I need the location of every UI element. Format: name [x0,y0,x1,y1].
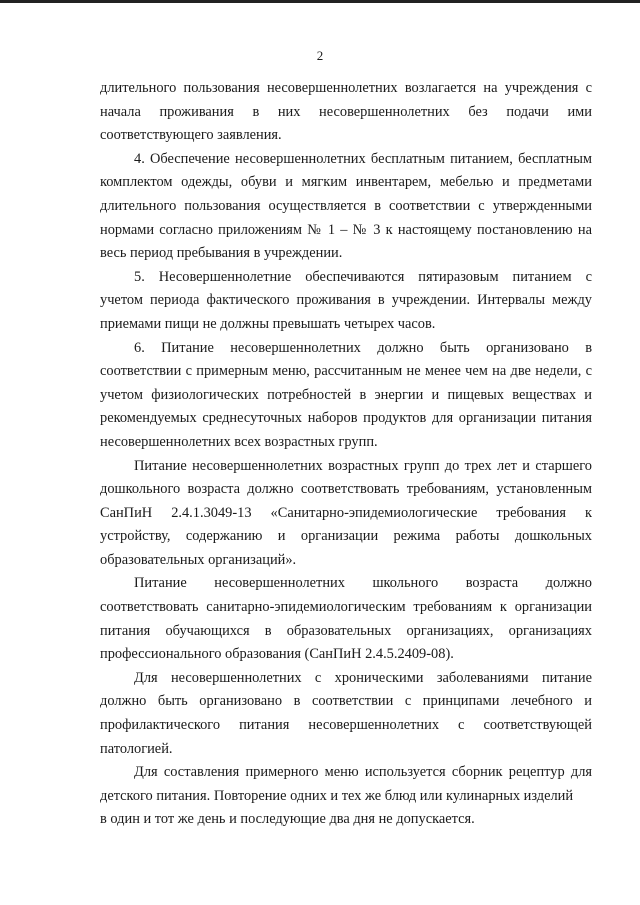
text-line: Для составления примерного меню используется сборник рецептур для [134,764,592,781]
paragraph-continuation [100,77,592,148]
text-line: образовательных организаций». [100,551,297,568]
text-line: СанПиН 2.4.1.3049-13 «Санитарно-эпидемиологические требования к [100,504,592,521]
paragraph-item-5 [100,266,592,337]
text-line: соответствующего заявления. [100,127,282,144]
text-line: профессионального образования (СанПиН 2.4.5.2409-08). [100,646,454,663]
text-line: весь период пребывания в учреждении. [100,245,343,262]
paragraph-school-nutrition [100,572,592,666]
text-line: 4. Обеспечение несовершеннолетних бесплатным питанием, бесплатным [134,150,592,167]
text-line: приемами пищи не должны превышать четырех часов. [100,315,436,332]
text-line: соответствовать санитарно-эпидемиологическим требованиям к организации [100,599,592,616]
page-number: 2 [316,48,324,63]
text-line: патологией. [100,740,173,757]
text-line: учетом периода фактического проживания в учреждении. Интервалы между [100,292,592,309]
text-line: профилактического питания несовершеннолетних с соответствующей [100,717,592,734]
top-border-line [0,0,640,3]
text-line: 5. Несовершеннолетние обеспечиваются пятиразовым питанием с [134,268,592,285]
text-line: Питание несовершеннолетних возрастных групп до трех лет и старшего [134,457,592,474]
text-line: нормами согласно приложениям № 1 – № 3 к настоящему постановлению на [100,221,592,238]
text-line: дошкольного возраста должно соответствовать требованиям, установленным [100,481,592,498]
text-line: должно быть организовано в соответствии с принципами лечебного и [100,693,592,710]
text-line: питания обучающихся в образовательных организациях, организациях [100,622,592,639]
text-line: Питание несовершеннолетних школьного возраста должно [134,575,592,592]
text-line: детского питания. Повторение одних и тех же блюд или кулинарных изделий [100,787,574,804]
document-body [100,77,592,832]
text-line: комплектом одежды, обуви и мягким инвентарем, мебелью и предметами [100,174,592,191]
text-line: учетом физиологических потребностей в энергии и пищевых веществах и [100,386,592,403]
text-line: в один и тот же день и последующие два дня не допускается. [100,811,475,828]
text-line: Для несовершеннолетних с хроническими заболеваниями питание [134,669,592,686]
text-line: соответствии с примерным меню, рассчитанным не менее чем на две недели, с [100,363,592,380]
text-line: несовершеннолетних всех возрастных групп. [100,433,378,450]
text-line: длительного пользования осуществляется в соответствии с утвержденными [100,197,592,214]
text-line: рекомендуемых среднесуточных наборов продуктов для организации питания [100,410,592,427]
text-line: длительного пользования несовершеннолетних возлагается на учреждения с [100,80,592,96]
text-line: устройству, содержанию и организации режима работы дошкольных [100,528,592,545]
text-line: начала проживания в них несовершеннолетних без подачи ими [100,103,592,120]
paragraph-chronic-diseases [100,667,592,761]
text-line: 6. Питание несовершеннолетних должно быть организовано в [134,339,592,356]
paragraph-item-4 [100,148,592,266]
paragraph-item-6 [100,337,592,455]
paragraph-sample-menu [100,761,592,832]
paragraph-preschool-nutrition [100,455,592,573]
